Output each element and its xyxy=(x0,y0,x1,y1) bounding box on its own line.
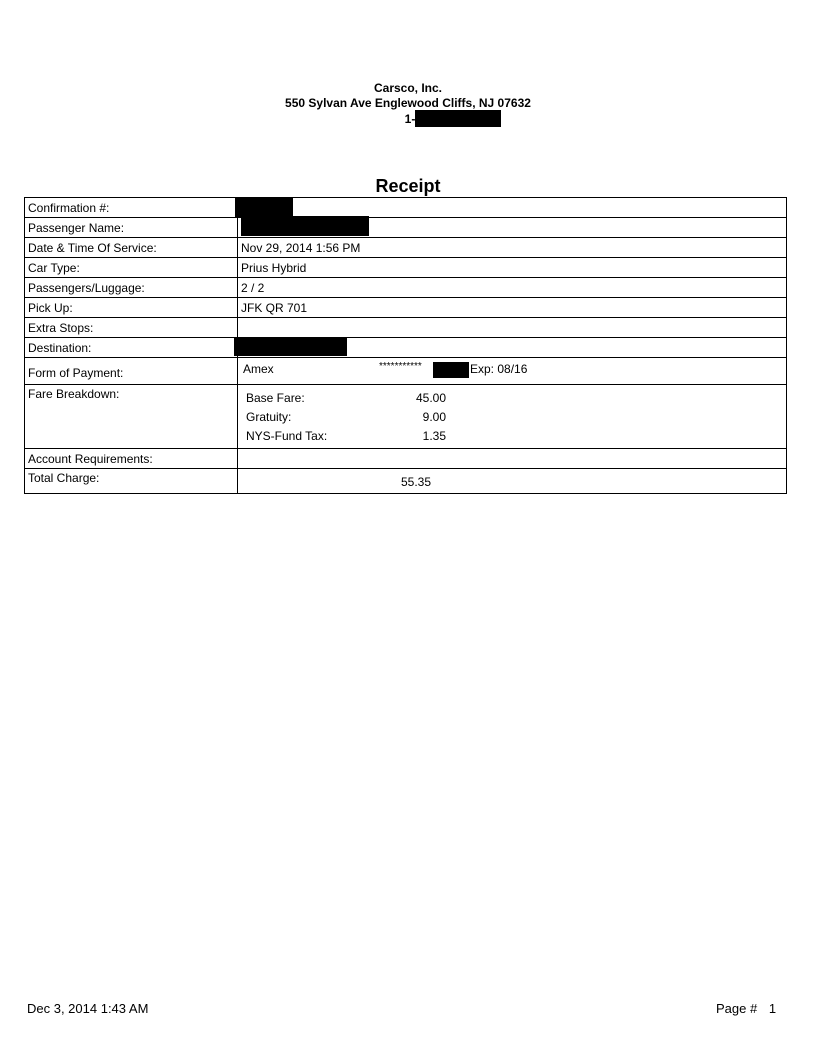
extra-stops-label: Extra Stops: xyxy=(25,318,238,338)
row-passengers-luggage xyxy=(25,278,787,298)
row-account-requirements xyxy=(25,449,787,469)
redacted-phone xyxy=(415,110,501,127)
row-extra-stops xyxy=(25,318,787,338)
card-mask: *********** xyxy=(379,361,422,372)
pickup-value: JFK QR 701 xyxy=(238,298,787,318)
redacted-confirmation xyxy=(235,198,293,217)
redacted-passenger xyxy=(241,216,369,236)
row-payment xyxy=(25,358,787,385)
payment-value xyxy=(238,358,787,385)
confirmation-value xyxy=(238,198,787,218)
company-address: 550 Sylvan Ave Englewood Cliffs, NJ 07632 xyxy=(285,96,531,110)
row-datetime xyxy=(25,238,787,258)
phone-prefix: 1- xyxy=(404,111,416,126)
total-value: 55.35 xyxy=(401,475,432,489)
passenger-label: Passenger Name: xyxy=(25,218,238,238)
company-name: Carsco, Inc. xyxy=(373,81,443,95)
row-fare-breakdown xyxy=(25,385,787,449)
fare-line-value: 45.00 xyxy=(415,390,446,405)
passenger-value xyxy=(238,218,787,238)
page-label: Page # xyxy=(716,1001,758,1016)
payment-label: Form of Payment: xyxy=(25,358,238,385)
fare-line-value: 9.00 xyxy=(422,409,446,424)
fare-label: Fare Breakdown: xyxy=(25,385,238,449)
company-header xyxy=(0,81,816,128)
confirmation-label: Confirmation #: xyxy=(25,198,238,218)
datetime-label: Date & Time Of Service: xyxy=(25,238,238,258)
row-pickup xyxy=(25,298,787,318)
account-value xyxy=(238,449,787,469)
redacted-destination xyxy=(234,337,347,356)
fare-line xyxy=(243,388,449,407)
print-date: Dec 3, 2014 1:43 AM xyxy=(27,1001,149,1016)
row-car-type xyxy=(25,258,787,278)
page-number xyxy=(716,1001,776,1016)
fare-line xyxy=(243,407,449,426)
fare-breakdown-cell xyxy=(238,385,787,449)
card-exp: Exp: 08/16 xyxy=(470,362,528,376)
receipt-table xyxy=(24,197,787,494)
receipt-title: Receipt xyxy=(375,176,441,196)
pickup-label: Pick Up: xyxy=(25,298,238,318)
payment-type: Amex xyxy=(243,362,274,376)
account-label: Account Requirements: xyxy=(25,449,238,469)
extra-stops-value xyxy=(238,318,787,338)
pax-label: Passengers/Luggage: xyxy=(25,278,238,298)
fare-line-name: Base Fare: xyxy=(246,390,305,405)
destination-value xyxy=(238,338,787,358)
car-type-value: Prius Hybrid xyxy=(238,258,787,278)
company-phone xyxy=(0,111,816,128)
fare-line-name: NYS-Fund Tax: xyxy=(246,428,328,443)
datetime-value: Nov 29, 2014 1:56 PM xyxy=(238,238,787,258)
row-destination xyxy=(25,338,787,358)
pax-value: 2 / 2 xyxy=(238,278,787,298)
destination-label: Destination: xyxy=(25,338,238,358)
fare-line-value: 1.35 xyxy=(422,428,446,443)
fare-line xyxy=(243,426,449,445)
row-passenger xyxy=(25,218,787,238)
fare-line-name: Gratuity: xyxy=(246,409,292,424)
car-type-label: Car Type: xyxy=(25,258,238,278)
total-label: Total Charge: xyxy=(25,469,238,494)
total-cell xyxy=(238,469,787,494)
row-confirmation xyxy=(25,198,787,218)
fare-breakdown-table xyxy=(243,388,449,445)
redacted-card-number xyxy=(433,362,469,378)
page-number-value: 1 xyxy=(768,1001,777,1016)
row-total xyxy=(25,469,787,494)
